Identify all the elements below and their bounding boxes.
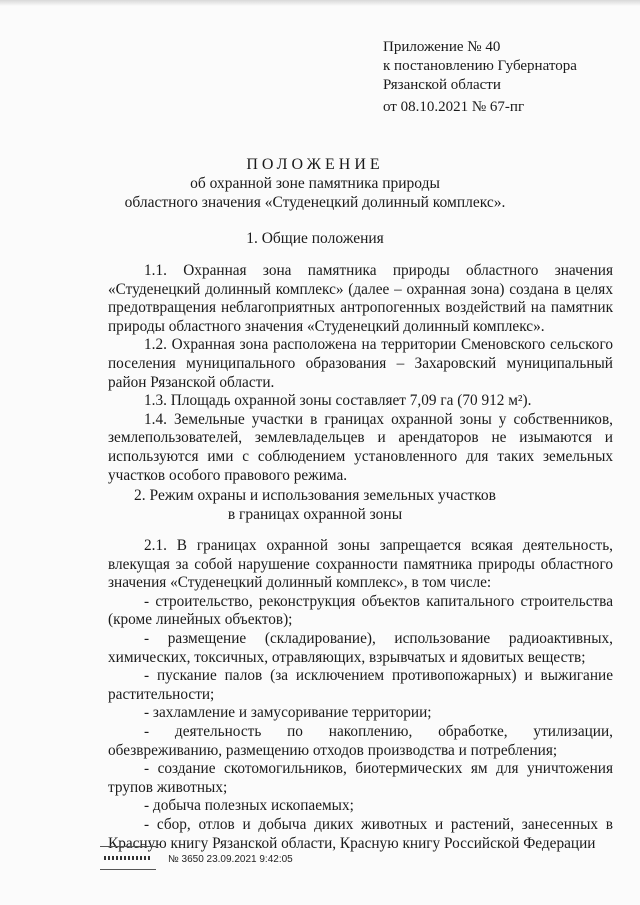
list-item: - деятельность по накоплению, обработке, утилизации, обезвреживанию, размещению отходов производства и потребления; [108, 722, 613, 759]
list-item: - добыча полезных ископаемых; [144, 797, 354, 815]
document-title [100, 155, 530, 212]
registry-number: № 3650 23.09.2021 9:42:05 [168, 854, 293, 865]
paragraph: 1.4. Земельные участки в границах охранной зоны у собственников, землепользователей, землевладельцев и арендаторов не изымаются и используются ими с соблюдением установленного для таких земельных участков особого правового режима. [108, 410, 613, 484]
list-item: - создание скотомогильников, биотермических ям для уничтожения трупов животных; [108, 760, 613, 796]
list-item: - сбор, отлов и добыча диких животных и растений, занесенных в Красную книгу Рязанской области, Красную книгу Российской Федерации [108, 815, 613, 852]
appendix-line: к постановлению Губернатора [383, 58, 577, 74]
appendix-line: Рязанской области [383, 77, 501, 93]
title-heading: ПОЛОЖЕНИЕ [246, 156, 384, 173]
section-1-heading: 1. Общие положения [246, 230, 384, 247]
scan-edge [0, 0, 640, 6]
list-item: - пускание палов (за исключением противопожарных) и выжигание растительности; [108, 667, 613, 703]
section-2-body [108, 537, 613, 853]
paragraph: 1.1. Охранная зона памятника природы областного значения «Студенецкий долинный комплекс» (далее – охранная зона) создана в целях предотвращения неблагоприятных антропогенных воздействий на памятник природы областного значения «Студенецкий долинный комплекс». [108, 262, 613, 335]
section-2-heading-line: в границах охранной зоны [227, 506, 403, 523]
paragraph: 1.2. Охранная зона расположена на территории Сменовского сельского поселения муниципального образования – Захаровский муниципальный район Рязанской области. [108, 336, 613, 391]
paragraph: 1.3. Площадь охранной зоны составляет 7,09 га (70 912 м²). [144, 392, 532, 410]
title-subtitle: об охранной зоне памятника природы [190, 175, 440, 192]
barcode-stamp-icon [100, 846, 156, 870]
section-2-heading-line: 2. Режим охраны и использования земельных участков [134, 487, 496, 504]
appendix-line: Приложение № 40 [383, 39, 501, 55]
paragraph: 2.1. В границах охранной зоны запрещается всякая деятельность, влекущая за собой нарушение сохранности памятника природы областного значения «Студенецкий долинный комплекс», в том числе: [108, 537, 613, 592]
title-subtitle: областного значения «Студенецкий долинный комплекс». [124, 194, 506, 211]
section-2-heading [100, 486, 530, 524]
list-item: - захламление и замусоривание территории; [144, 704, 432, 722]
list-item: - размещение (складирование), использование радиоактивных, химических, токсичных, отравляющих, взрывчатых и ядовитых веществ; [108, 629, 613, 666]
appendix-date: от 08.10.2021 № 67-пг [383, 99, 525, 115]
section-1-body [108, 262, 613, 485]
list-item: - строительство, реконструкция объектов капитального строительства (кроме линейных объектов); [108, 592, 613, 629]
appendix-header [383, 38, 623, 117]
